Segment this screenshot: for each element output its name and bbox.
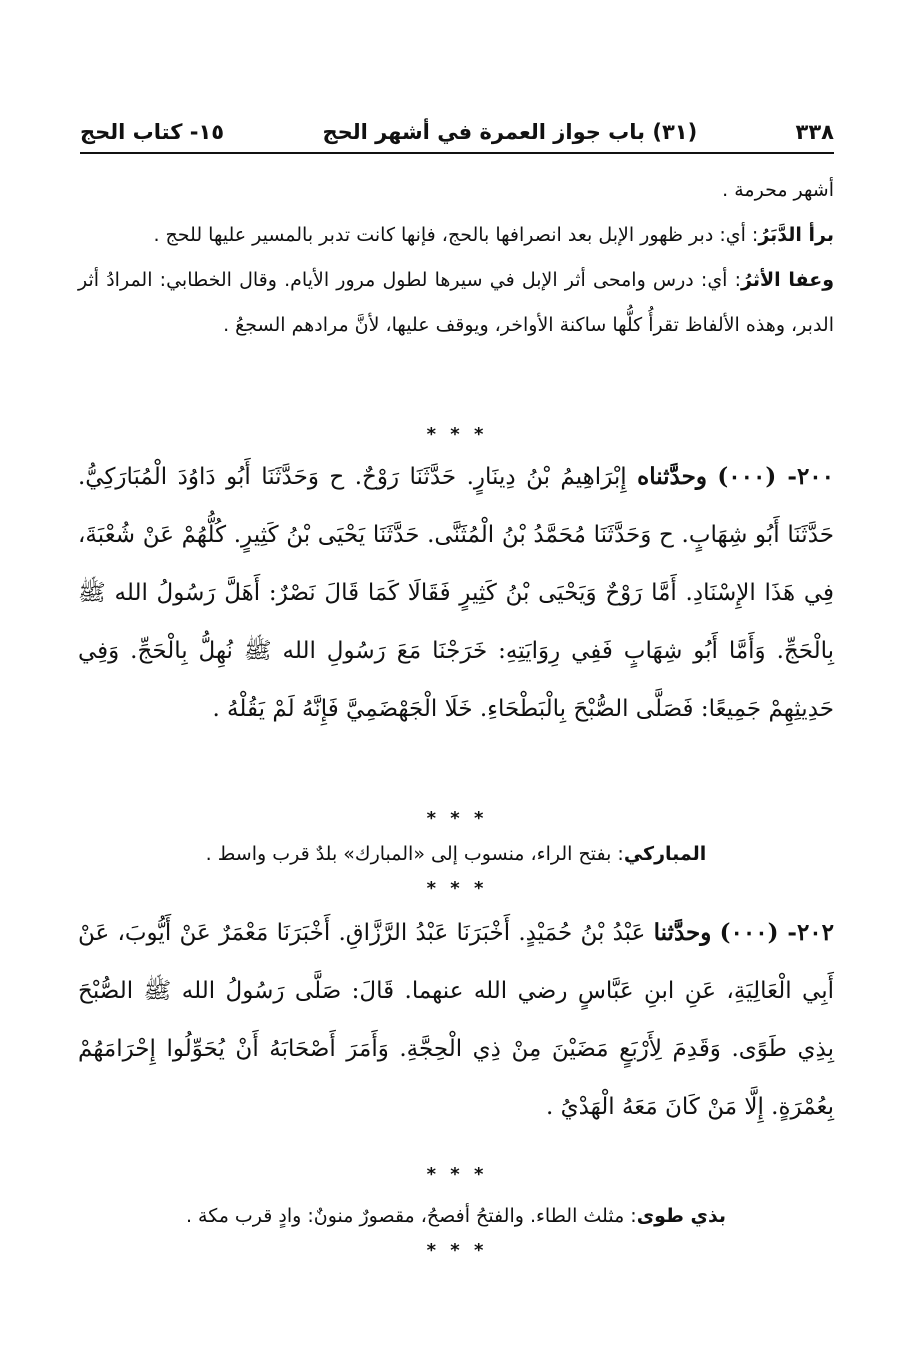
section-separator: * * *	[426, 808, 488, 829]
hadith-number: ٢٠٢- (٠٠٠)	[719, 919, 834, 946]
note-text: : بفتح الراء، منسوب إلى «المبارك» بلدٌ قرب واسط .	[205, 843, 624, 865]
page-number: ٣٣٨	[795, 120, 834, 144]
note-term: بذي طوى	[636, 1205, 727, 1227]
hadith-lead: وحدَّثنا	[653, 919, 712, 946]
note-term: برأ الدَّبَرُ	[758, 224, 834, 246]
commentary-note-2	[78, 834, 834, 874]
book-title: ١٥- كتاب الحج	[80, 120, 225, 144]
commentary-note-1	[78, 168, 834, 348]
note-text: : مثلث الطاء. والفتحُ أفصحُ، مقصورٌ منونٌ: وادٍ قرب مكة .	[185, 1205, 637, 1227]
hadith-number: ٢٠٠- (٠٠٠)	[717, 463, 834, 490]
commentary-note-3	[78, 1196, 834, 1236]
hadith-lead: وحدَّثناه	[637, 463, 707, 490]
section-separator: * * *	[426, 878, 488, 899]
note-term: المباركي	[623, 843, 707, 865]
section-separator: * * *	[426, 424, 488, 445]
note-paragraph	[78, 258, 834, 348]
section-separator: * * *	[426, 1164, 488, 1185]
chapter-title: (٣١) باب جواز العمرة في أشهر الحج	[322, 120, 698, 144]
hadith-text: إِبْرَاهِيمُ بْنُ دِينَارٍ. حَدَّثَنَا رَوْحٌ. ح وَحَدَّثَنَا أَبُو دَاوُدَ الْمُبَارَكِيُّ. حَدَّثَنَا أَبُو شِهَابٍ. ح وَحَدَّثَنَا مُحَمَّدُ بْنُ الْمُثَنَّى. حَدَّثَنَا يَحْيَى بْنُ كَثِيرٍ. كُلُّهُمْ عَنْ شُعْبَةَ، فِي هَذَا الإِسْنَادِ. أَمَّا رَوْحٌ وَيَحْيَى بْنُ كَثِيرٍ فَقَالَا كَمَا قَالَ نَصْرٌ: أَهَلَّ رَسُولُ الله ﷺ بِالْحَجِّ. وَأَمَّا أَبُو شِهَابٍ فَفِي رِوَايَتِهِ: خَرَجْنَا مَعَ رَسُولِ الله ﷺ نُهِلُّ بِالْحَجِّ. وَفِي حَدِيثِهِمْ جَمِيعًا: فَصَلَّى الصُّبْحَ بِالْبَطْحَاءِ. خَلَا الْجَهْضَمِيَّ فَإِنَّهُ لَمْ يَقُلْهُ .	[78, 464, 835, 722]
hadith-202	[78, 904, 834, 1136]
running-header	[80, 112, 834, 152]
note-text: : أي: درس وامحى أثر الإبل في سيرها لطول مرور الأيام. وقال الخطابي: المرادُ أثر الدبر، وهذه الألفاظ تقرأُ كلُّها ساكنة الأواخر، ويوقف عليها، لأنَّ مرادهم السجعُ .	[78, 269, 834, 336]
note-term: وعفا الأثرُ	[741, 269, 835, 291]
header-rule	[80, 152, 834, 154]
hadith-200	[78, 448, 834, 738]
note-line: أشهر محرمة .	[722, 179, 834, 201]
note-text: : أي: دبر ظهور الإبل بعد انصرافها بالحج، فإنها كانت تدبر بالمسير عليها للحج .	[153, 224, 759, 246]
hadith-text: عَبْدُ بْنُ حُمَيْدٍ. أَخْبَرَنَا عَبْدُ الرَّزَّاقِ. أَخْبَرَنَا مَعْمَرٌ عَنْ أَيُّوبَ، عَنْ أَبِي الْعَالِيَةِ، عَنِ ابنِ عَبَّاسٍ رضي الله عنهما. قَالَ: صَلَّى رَسُولُ الله ﷺ الصُّبْحَ بِذِي طَوًى. وَقَدِمَ لِأَرْبَعٍ مَضَيْنَ مِنْ ذِي الْحِجَّةِ. وَأَمَرَ أَصْحَابَهُ أَنْ يُحَوِّلُوا إِحْرَامَهُمْ بِعُمْرَةٍ. إِلَّا مَنْ كَانَ مَعَهُ الْهَدْيُ .	[78, 920, 834, 1120]
section-separator: * * *	[426, 1240, 488, 1261]
note-paragraph	[78, 213, 834, 258]
